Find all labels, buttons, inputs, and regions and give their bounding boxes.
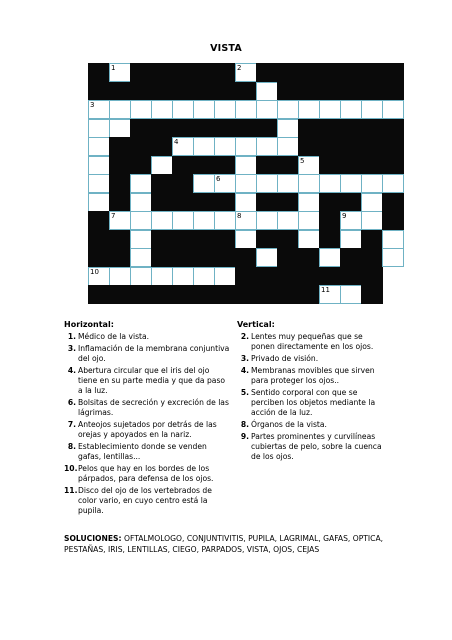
grid-block-cell xyxy=(109,248,131,267)
grid-letter-cell[interactable] xyxy=(214,174,236,193)
grid-block-cell xyxy=(130,137,152,156)
grid-block-cell xyxy=(151,119,173,138)
grid-block-cell xyxy=(235,267,257,286)
grid-block-cell xyxy=(172,230,194,249)
grid-block-cell xyxy=(88,63,110,82)
grid-letter-cell[interactable] xyxy=(151,211,173,230)
grid-block-cell xyxy=(130,63,152,82)
grid-block-cell xyxy=(130,156,152,175)
grid-block-cell xyxy=(88,285,110,304)
grid-block-cell xyxy=(319,137,341,156)
grid-block-cell xyxy=(172,119,194,138)
clue-number: 1 xyxy=(111,64,116,72)
grid-block-cell xyxy=(214,285,236,304)
clue-text: Pelos que hay en los bordes de los párpados, para defensa de los ojos. xyxy=(78,464,214,483)
grid-letter-cell[interactable] xyxy=(151,267,173,286)
clue-text: Partes prominentes y curvilíneas cubiertas de pelo, sobre la cuenca de los ojos. xyxy=(251,432,382,461)
grid-block-cell xyxy=(256,119,278,138)
grid-letter-cell[interactable] xyxy=(214,137,236,156)
grid-block-cell xyxy=(151,63,173,82)
grid-letter-cell[interactable] xyxy=(88,100,110,119)
grid-letter-cell[interactable] xyxy=(256,82,278,101)
grid-letter-cell[interactable] xyxy=(88,174,110,193)
clue-number: 9 xyxy=(342,212,347,220)
grid-block-cell xyxy=(382,211,404,230)
vertical-clue xyxy=(237,388,387,418)
grid-block-cell xyxy=(172,174,194,193)
grid-block-cell xyxy=(340,156,362,175)
grid-block-cell xyxy=(340,119,362,138)
grid-letter-cell[interactable] xyxy=(298,100,320,119)
clue-number-label: 4. xyxy=(240,366,249,375)
grid-letter-cell[interactable] xyxy=(235,137,257,156)
clue-number-label: 11. xyxy=(64,486,78,495)
grid-letter-cell[interactable] xyxy=(361,193,383,212)
grid-block-cell xyxy=(277,156,299,175)
grid-letter-cell[interactable] xyxy=(298,211,320,230)
grid-block-cell xyxy=(130,285,152,304)
grid-letter-cell[interactable] xyxy=(214,211,236,230)
vertical-clue xyxy=(237,366,387,386)
grid-letter-cell[interactable] xyxy=(277,137,299,156)
grid-block-cell xyxy=(319,82,341,101)
horizontal-clue xyxy=(64,486,230,516)
grid-letter-cell[interactable] xyxy=(130,211,152,230)
horizontal-heading: Horizontal: xyxy=(64,320,114,329)
grid-letter-cell[interactable] xyxy=(193,211,215,230)
grid-letter-cell[interactable] xyxy=(235,193,257,212)
grid-letter-cell[interactable] xyxy=(298,230,320,249)
grid-block-cell xyxy=(298,267,320,286)
grid-block-cell xyxy=(340,193,362,212)
grid-block-cell xyxy=(109,193,131,212)
grid-block-cell xyxy=(130,119,152,138)
grid-block-cell xyxy=(109,156,131,175)
grid-block-cell xyxy=(319,156,341,175)
grid-letter-cell[interactable] xyxy=(193,174,215,193)
grid-letter-cell[interactable] xyxy=(256,100,278,119)
grid-letter-cell[interactable] xyxy=(361,174,383,193)
grid-block-cell xyxy=(277,193,299,212)
solutions-label: SOLUCIONES: xyxy=(64,534,122,543)
horizontal-clue xyxy=(64,420,230,440)
grid-block-cell xyxy=(277,267,299,286)
grid-block-cell xyxy=(109,285,131,304)
grid-block-cell xyxy=(193,119,215,138)
grid-block-cell xyxy=(298,137,320,156)
grid-block-cell xyxy=(382,63,404,82)
vertical-heading: Vertical: xyxy=(237,320,275,329)
grid-block-cell xyxy=(88,211,110,230)
grid-block-cell xyxy=(361,267,383,286)
grid-letter-cell[interactable] xyxy=(235,100,257,119)
grid-letter-cell[interactable] xyxy=(256,248,278,267)
grid-block-cell xyxy=(319,230,341,249)
grid-letter-cell[interactable] xyxy=(277,211,299,230)
horizontal-clue xyxy=(64,464,230,484)
grid-letter-cell[interactable] xyxy=(109,100,131,119)
vertical-clue-list xyxy=(237,332,387,464)
grid-letter-cell[interactable] xyxy=(235,156,257,175)
grid-letter-cell[interactable] xyxy=(172,137,194,156)
grid-letter-cell[interactable] xyxy=(214,100,236,119)
grid-block-cell xyxy=(172,63,194,82)
clue-number-label: 8. xyxy=(67,442,76,451)
grid-letter-cell[interactable] xyxy=(130,248,152,267)
grid-letter-cell[interactable] xyxy=(319,248,341,267)
grid-letter-cell[interactable] xyxy=(382,174,404,193)
grid-letter-cell[interactable] xyxy=(193,267,215,286)
horizontal-clue xyxy=(64,332,230,342)
grid-block-cell xyxy=(361,63,383,82)
clue-number-label: 10. xyxy=(64,464,78,473)
clue-text: Bolsitas de secreción y excreción de las lágrimas. xyxy=(78,398,229,417)
grid-block-cell xyxy=(382,193,404,212)
grid-letter-cell[interactable] xyxy=(172,267,194,286)
grid-block-cell xyxy=(256,63,278,82)
grid-letter-cell[interactable] xyxy=(172,211,194,230)
clue-number: 4 xyxy=(174,138,179,146)
grid-letter-cell[interactable] xyxy=(130,193,152,212)
grid-block-cell xyxy=(172,285,194,304)
grid-block-cell xyxy=(256,230,278,249)
grid-block-cell xyxy=(256,285,278,304)
grid-letter-cell[interactable] xyxy=(235,174,257,193)
clue-text: Privado de visión. xyxy=(251,354,319,363)
vertical-clue xyxy=(237,332,387,352)
crossword-grid xyxy=(88,63,364,303)
clue-number: 3 xyxy=(90,101,95,109)
clue-number-label: 3. xyxy=(240,354,249,363)
grid-letter-cell[interactable] xyxy=(109,267,131,286)
grid-block-cell xyxy=(361,137,383,156)
grid-letter-cell[interactable] xyxy=(277,100,299,119)
grid-block-cell xyxy=(151,174,173,193)
grid-block-cell xyxy=(277,82,299,101)
grid-letter-cell[interactable] xyxy=(340,174,362,193)
grid-block-cell xyxy=(319,267,341,286)
clue-number-label: 7. xyxy=(67,420,76,429)
clue-number: 7 xyxy=(111,212,116,220)
grid-block-cell xyxy=(214,230,236,249)
grid-letter-cell[interactable] xyxy=(361,100,383,119)
clue-number: 11 xyxy=(321,286,330,294)
grid-letter-cell[interactable] xyxy=(382,230,404,249)
grid-block-cell xyxy=(151,193,173,212)
horizontal-clue xyxy=(64,442,230,462)
grid-block-cell xyxy=(361,230,383,249)
grid-block-cell xyxy=(235,119,257,138)
horizontal-clue-list xyxy=(64,332,230,518)
grid-block-cell xyxy=(151,230,173,249)
clue-number-label: 5. xyxy=(240,388,249,397)
grid-letter-cell[interactable] xyxy=(340,211,362,230)
clue-text: Órganos de la vista. xyxy=(251,420,327,429)
grid-block-cell xyxy=(193,248,215,267)
grid-block-cell xyxy=(319,193,341,212)
grid-letter-cell[interactable] xyxy=(130,230,152,249)
horizontal-clue xyxy=(64,398,230,418)
grid-block-cell xyxy=(151,248,173,267)
grid-letter-cell[interactable] xyxy=(130,100,152,119)
grid-letter-cell[interactable] xyxy=(109,119,131,138)
solutions-text: OFTALMOLOGO, CONJUNTIVITIS, PUPILA, LAGRIMAL, GAFAS, OPTICA, PESTAÑAS, IRIS, LENTILLAS, CIEGO, PARPADOS, VISTA, OJOS, CEJAS xyxy=(64,534,384,554)
clue-number: 5 xyxy=(300,156,305,165)
grid-letter-cell[interactable] xyxy=(256,137,278,156)
grid-letter-cell[interactable] xyxy=(109,211,131,230)
grid-block-cell xyxy=(172,156,194,175)
grid-block-cell xyxy=(88,230,110,249)
grid-block-cell xyxy=(277,285,299,304)
grid-letter-cell[interactable] xyxy=(361,211,383,230)
grid-letter-cell[interactable] xyxy=(214,267,236,286)
grid-block-cell xyxy=(256,156,278,175)
grid-block-cell xyxy=(340,63,362,82)
grid-block-cell xyxy=(130,82,152,101)
clue-text: Inflamación de la membrana conjuntiva del ojo. xyxy=(78,344,230,363)
vertical-clue xyxy=(237,354,387,364)
grid-block-cell xyxy=(319,119,341,138)
grid-letter-cell[interactable] xyxy=(298,193,320,212)
clue-number-label: 9. xyxy=(240,432,249,441)
clue-number: 8 xyxy=(237,212,242,220)
grid-block-cell xyxy=(382,137,404,156)
grid-block-cell xyxy=(298,63,320,82)
grid-block-cell xyxy=(256,193,278,212)
clue-text: Membranas movibles que sirven para proteger los ojos.. xyxy=(251,366,375,385)
grid-block-cell xyxy=(88,248,110,267)
grid-block-cell xyxy=(214,63,236,82)
vertical-clue xyxy=(237,420,387,430)
grid-block-cell xyxy=(88,82,110,101)
clue-number-label: 1. xyxy=(67,332,76,341)
grid-letter-cell[interactable] xyxy=(151,100,173,119)
grid-block-cell xyxy=(298,119,320,138)
grid-letter-cell[interactable] xyxy=(235,211,257,230)
grid-letter-cell[interactable] xyxy=(319,174,341,193)
clue-number-label: 4. xyxy=(67,366,76,375)
grid-block-cell xyxy=(361,285,383,304)
grid-block-cell xyxy=(193,156,215,175)
grid-block-cell xyxy=(193,230,215,249)
grid-block-cell xyxy=(172,193,194,212)
grid-letter-cell[interactable] xyxy=(151,156,173,175)
clue-number: 6 xyxy=(216,175,221,183)
grid-block-cell xyxy=(277,248,299,267)
grid-block-cell xyxy=(109,230,131,249)
grid-block-cell xyxy=(193,193,215,212)
grid-letter-cell[interactable] xyxy=(340,285,362,304)
horizontal-clue xyxy=(64,366,230,396)
grid-letter-cell[interactable] xyxy=(130,267,152,286)
grid-letter-cell[interactable] xyxy=(172,100,194,119)
grid-letter-cell[interactable] xyxy=(340,100,362,119)
grid-letter-cell[interactable] xyxy=(277,174,299,193)
grid-block-cell xyxy=(256,267,278,286)
grid-block-cell xyxy=(109,82,131,101)
grid-block-cell xyxy=(214,248,236,267)
grid-letter-cell[interactable] xyxy=(88,137,110,156)
grid-block-cell xyxy=(193,63,215,82)
clue-text: Anteojos sujetados por detrás de las orejas y apoyados en la nariz. xyxy=(78,420,217,439)
grid-block-cell xyxy=(298,248,320,267)
grid-letter-cell[interactable] xyxy=(319,285,341,304)
grid-block-cell xyxy=(109,174,131,193)
grid-block-cell xyxy=(340,137,362,156)
clue-number-label: 3. xyxy=(67,344,76,353)
grid-block-cell xyxy=(340,82,362,101)
horizontal-clue xyxy=(64,344,230,364)
clue-text: Sentido corporal con que se perciben los objetos mediante la acción de la luz. xyxy=(251,388,376,417)
grid-block-cell xyxy=(151,82,173,101)
grid-block-cell xyxy=(361,156,383,175)
grid-letter-cell[interactable] xyxy=(88,267,110,286)
grid-letter-cell[interactable] xyxy=(193,137,215,156)
puzzle-title: VISTA xyxy=(210,43,242,54)
grid-block-cell xyxy=(235,248,257,267)
grid-block-cell xyxy=(298,82,320,101)
grid-block-cell xyxy=(298,285,320,304)
grid-block-cell xyxy=(151,137,173,156)
grid-block-cell xyxy=(340,267,362,286)
grid-block-cell xyxy=(214,193,236,212)
grid-block-cell xyxy=(277,63,299,82)
grid-letter-cell[interactable] xyxy=(382,100,404,119)
grid-letter-cell[interactable] xyxy=(340,230,362,249)
grid-block-cell xyxy=(319,63,341,82)
grid-block-cell xyxy=(214,156,236,175)
grid-letter-cell[interactable] xyxy=(130,174,152,193)
solutions-paragraph xyxy=(64,534,394,555)
grid-block-cell xyxy=(382,82,404,101)
grid-block-cell xyxy=(172,248,194,267)
grid-letter-cell[interactable] xyxy=(319,100,341,119)
grid-block-cell xyxy=(235,285,257,304)
vertical-clue xyxy=(237,432,387,462)
clue-text: Abertura circular que el iris del ojo tiene en su parte media y que da paso a la luz. xyxy=(78,366,226,395)
clue-text: Médico de la vista. xyxy=(78,332,150,341)
grid-block-cell xyxy=(382,156,404,175)
clue-text: Establecimiento donde se venden gafas, lentillas... xyxy=(78,442,207,461)
grid-letter-cell[interactable] xyxy=(109,63,131,82)
grid-block-cell xyxy=(361,248,383,267)
grid-block-cell xyxy=(361,82,383,101)
grid-block-cell xyxy=(151,285,173,304)
grid-block-cell xyxy=(214,119,236,138)
clue-text: Disco del ojo de los vertebrados de color vario, en cuyo centro está la pupila. xyxy=(78,486,212,515)
clue-number: 10 xyxy=(90,267,99,276)
grid-block-cell xyxy=(172,82,194,101)
grid-block-cell xyxy=(277,230,299,249)
grid-letter-cell[interactable] xyxy=(88,119,110,138)
grid-block-cell xyxy=(382,119,404,138)
clue-number-label: 2. xyxy=(240,332,249,341)
grid-letter-cell[interactable] xyxy=(193,100,215,119)
clue-number: 2 xyxy=(237,64,242,72)
clue-number-label: 8. xyxy=(240,420,249,429)
grid-letter-cell[interactable] xyxy=(298,174,320,193)
grid-letter-cell[interactable] xyxy=(235,63,257,82)
grid-letter-cell[interactable] xyxy=(382,248,404,267)
grid-letter-cell[interactable] xyxy=(298,156,320,175)
grid-block-cell xyxy=(319,211,341,230)
grid-block-cell xyxy=(109,137,131,156)
clue-number-label: 6. xyxy=(67,398,76,407)
grid-block-cell xyxy=(235,82,257,101)
grid-letter-cell[interactable] xyxy=(256,211,278,230)
clue-text: Lentes muy pequeñas que se ponen directamente en los ojos. xyxy=(251,332,374,351)
grid-block-cell xyxy=(361,119,383,138)
grid-letter-cell[interactable] xyxy=(277,119,299,138)
grid-letter-cell[interactable] xyxy=(256,174,278,193)
grid-block-cell xyxy=(193,82,215,101)
grid-letter-cell[interactable] xyxy=(88,156,110,175)
grid-block-cell xyxy=(193,285,215,304)
grid-letter-cell[interactable] xyxy=(235,230,257,249)
grid-block-cell xyxy=(340,248,362,267)
grid-letter-cell[interactable] xyxy=(88,193,110,212)
grid-block-cell xyxy=(214,82,236,101)
